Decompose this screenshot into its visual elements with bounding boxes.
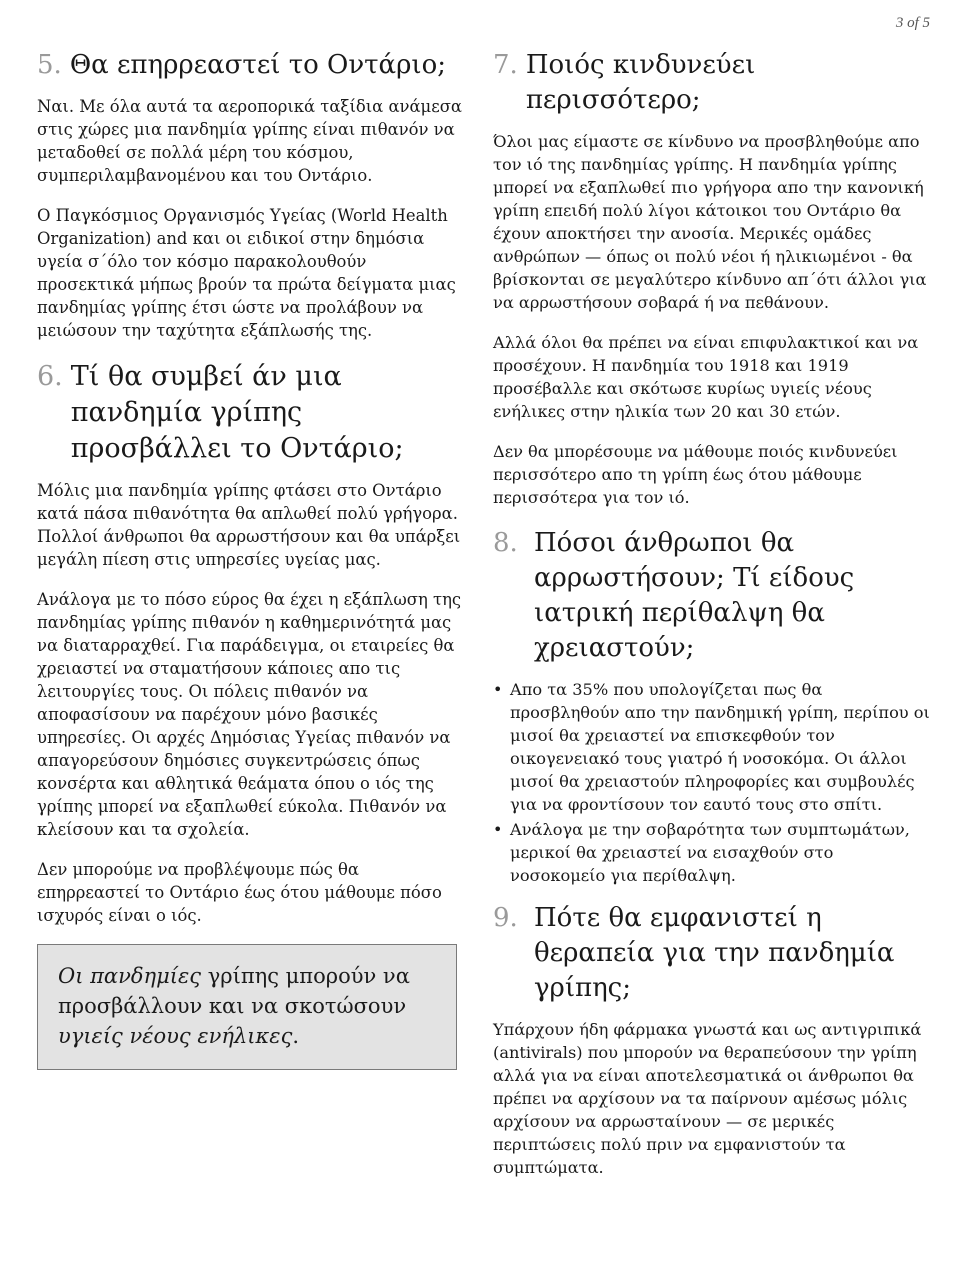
callout-box [37,944,457,1070]
section-number: 8. [493,528,518,558]
section-title: Θα επηρρεαστεί το Οντάριο; [69,50,446,80]
section-number: 9. [493,903,518,933]
section-6-heading [37,359,467,467]
section-title: Ποιός κινδυνεύει περισσότερο; [525,50,756,115]
callout-emphasis: υγιείς νέους ενήλικες [58,1024,293,1048]
callout-text: γρίπης μπορούν να προσβάλλουν και να σκοτώσουν [58,964,410,1018]
right-column [493,48,933,1196]
paragraph: Δεν μπορούμε να προβλέψουμε πώς θα επηρρεαστεί το Οντάριο έως ότου μάθουμε πόσο ισχυρός είναι ο ιός. [37,860,442,925]
section-number: 7. [493,50,518,80]
paragraph: Μόλις μια πανδημία γρίπης φτάσει στο Οντάριο κατά πάσα πιθανότητα θα απλωθεί πολύ γρήγορα. Πολλοί άνθρωποι θα αρρωστήσουν και θα υπάρξει μεγάλη πίεση στις υπηρεσίες υγείας μας. [37,481,461,569]
section-title: Πότε θα εμφανιστεί η θεραπεία για την πανδημία γρίπης; [534,903,895,1003]
callout-text: . [292,1024,300,1048]
section-5-heading [37,48,467,83]
paragraph: Όλοι μας είμαστε σε κίνδυνο να προσβληθούμε απο τον ιό της πανδημίας γρίπης. Η πανδημία γρίπης μπορεί να εξαπλωθεί πιο γρήγορα απο την κανονική γρίπη επειδή πολύ λίγοι κάτοικοι του Οντάριο θα έχουν αποκτήσει την ανοσία. Μερικές ομάδες ανθρώπων — όπως οι πολύ νέοι ή ηλικιωμένοι - θα βρίσκονται σε μεγαλύτερο κίνδυνο απ΄ότι άλλοι για να αρρωστήσουν σοβαρά ή να πεθάνουν. [493,132,927,312]
paragraph: Ανάλογα με το πόσο εύρος θα έχει η εξάπλωση της πανδημίας γρίπης πιθανόν η καθημερινότητά μας να διαταρραχθεί. Για παράδειγμα, οι εταιρείες θα χρειαστεί να σταματήσουν κάποιες απο τις λειτουργίες τους. Οι πόλεις πιθανόν να αποφασίσουν να παρέχουν μόνο βασικές υπηρεσίες. Οι αρχές Δημόσιας Υγείας πιθανόν να απαγορεύσουν δημόσιες συγκεντρώσεις όπως κονσέρτα και αθλητικά θεάματα όπου ο ιός της γρίπης μπορεί να εξαπλωθεί εύκολα. Πιθανόν να κλείσουν και τα σχολεία. [37,590,462,839]
paragraph: Ο Παγκόσμιος Οργανισμός Υγείας (World Health Organization) and και οι ειδικοί στην δημόσια υγεία σ΄όλο τον κόσμο παρακολουθούν προσεκτικά μήπως βρούν τα πρώτα δείγματα μιας πανδημίας γρίπης έτσι ώστε να προλάβουν να μειώσουν την ταχύτητα εξάπλωσής της. [37,206,456,340]
paragraph: Αλλά όλοι θα πρέπει να είναι επιφυλακτικοί και να προσέχουν. Η πανδημία του 1918 και 1919 προσέβαλλε και σκότωσε κυρίως υγιείς νέους ενήλικες στην ηλικία των 20 και 30 ετών. [493,333,919,421]
list-item: • Απο τα 35% που υπολογίζεται πως θα προσβληθούν απο την πανδημική γρίπη, περίπου οι μισοί θα χρειαστεί να επισκεφθούν τον οικογενειακό τους γιατρό ή νοσοκόμα. Οι άλλοι μισοί θα χρειαστούν πληροφορίες και συμβουλές για να φροντίσουν τον εαυτό τους στο σπίτι. [493,678,933,816]
section-number: 5. [37,50,62,80]
paragraph: Δεν θα μπορέσουμε να μάθουμε ποιός κινδυνεύει περισσότερο απο τη γρίπη έως ότου μάθουμε περισσότερα για τον ιό. [493,442,898,507]
section-title: Πόσοι άνθρωποι θα αρρωστήσουν; Τί είδους ιατρική περίθαλψη θα χρειαστούν; [534,528,855,663]
list-item: • Ανάλογα με την σοβαρότητα των συμπτωμάτων, μερικοί θα χρειαστεί να εισαχθούν στο νοσοκομείο για περίθαλψη. [493,818,933,887]
paragraph: Υπάρχουν ήδη φάρμακα γνωστά και ως αντιγριπικά (antivirals) που μπορούν να θεραπεύσουν την γρίπη αλλά για να είναι αποτελεσματικά οι άνθρωποι θα πρέπει να αρχίσουν να τα παίρνουν αμέσως μόλις αρχίσουν να αρρωσταίνουν — σε μερικές περιπτώσεις πολύ πριν να εμφανιστούν τα συμπτώματα. [493,1020,922,1177]
section-9-heading [493,901,933,1006]
left-column [37,48,467,1070]
paragraph: Ναι. Με όλα αυτά τα αεροπορικά ταξίδια ανάμεσα στις χώρες μια πανδημία γρίπης είναι πιθανόν να μεταδοθεί σε πολλά μέρη του κόσμου, συμπεριλαμβανομένου και του Οντάριο. [37,97,462,185]
section-7-heading [493,48,933,118]
bullet-list [493,678,933,887]
section-number: 6. [37,361,63,392]
section-8-heading [493,526,933,666]
callout-emphasis: Οι πανδημίες [58,964,202,988]
page-number: 3 of 5 [895,15,930,31]
section-title: Τί θα συμβεί άν μια πανδημία γρίπης προσβάλλει το Οντάριο; [70,361,404,464]
